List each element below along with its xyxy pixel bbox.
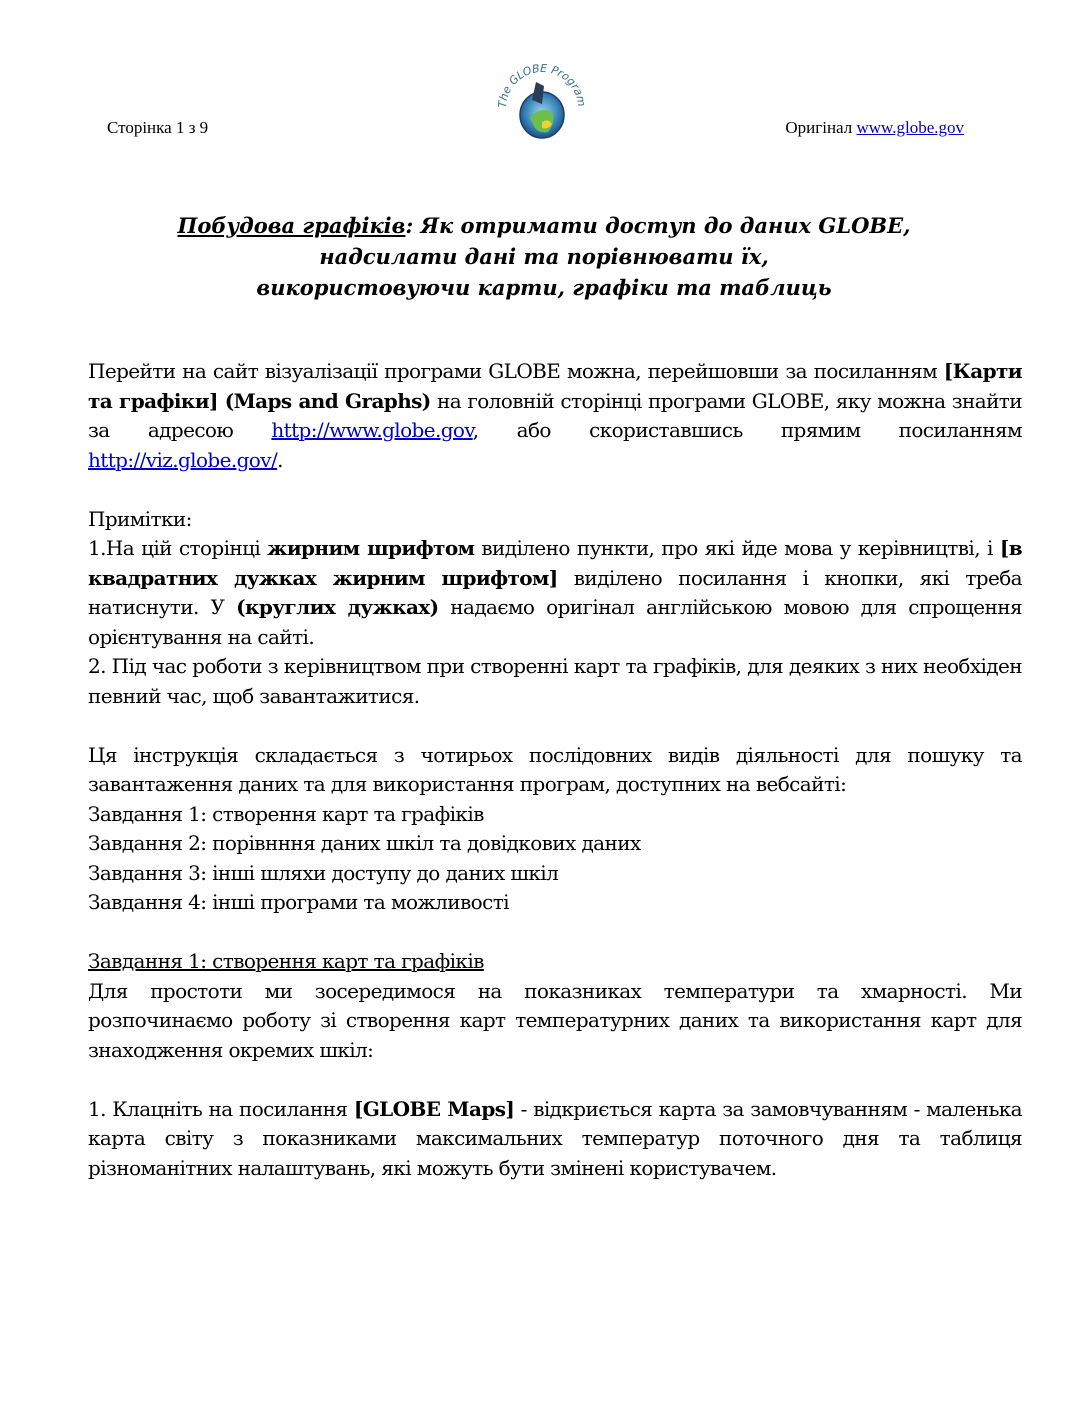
intro-text: , або скориставшись прямим посиланням — [472, 418, 1022, 442]
task-list-item: Завдання 1: створення карт та графіків — [88, 801, 484, 826]
title-line-1 — [100, 210, 988, 241]
intro-text: Перейти на сайт візуалізації програми GLOBE можна, перейшовши за посиланням — [88, 359, 944, 383]
intro-text: . — [277, 447, 283, 472]
globe-logo-icon — [492, 60, 592, 140]
globe-program-logo — [492, 60, 592, 140]
intro-paragraph — [88, 357, 1022, 475]
globe-gov-link[interactable]: www.globe.gov — [856, 118, 964, 137]
task1-heading: Завдання 1: створення карт та графіків — [88, 949, 484, 973]
task-list-item: Завдання 4: інші програми та можливості — [88, 890, 509, 914]
title-line-3: використовуючи карти, графіки та таблиць — [256, 275, 832, 300]
maps-and-graphs-label: [Карти та графіки] (Maps and Graphs) — [88, 359, 1022, 413]
document-title — [100, 210, 988, 303]
globe-maps-label: [GLOBE Maps] — [353, 1096, 515, 1121]
task-list-item: Завдання 2: порівнння даних шкіл та довідкових даних — [88, 831, 641, 855]
viz-globe-url-link[interactable]: http://viz.globe.gov/ — [88, 447, 278, 472]
step-text: - відкриється карта за замовчуванням - маленька карта світу з показниками максимальних температур поточного дня та таблиця різноманітних налаштувань, які можуть бути змінені користувачем. — [88, 1096, 1022, 1180]
note-bold: жирним шрифтом — [267, 536, 475, 560]
title-line-1-rest: : Як отримати доступ до даних GLOBE, — [405, 213, 911, 238]
note-2: 2. Під час роботи з керівництвом при створенні карт та графіків, для деяких з них необхіден певний час, щоб завантажитися. — [88, 654, 1022, 708]
original-source — [785, 118, 964, 138]
task1-paragraph: Для простоти ми зосередимося на показниках температури та хмарності. Ми розпочинаємо роботу зі створення карт температурних даних та використання карт для знаходження окремих шкіл: — [88, 978, 1022, 1062]
page-number: Сторінка 1 з 9 — [107, 118, 209, 137]
note-text: виділено пункти, про які йде мова у керівництві, і — [474, 536, 1000, 560]
page-header — [0, 0, 1088, 150]
task1-step-1 — [88, 1095, 1022, 1184]
original-label: Оригінал — [785, 118, 853, 137]
note-bold: [в квадратних дужках жирним шрифтом] — [88, 536, 1023, 590]
title-line-2: надсилати дані та порівнювати їх, — [319, 244, 769, 269]
note-bold: (круглих дужках) — [236, 595, 439, 619]
logo-text: The GLOBE Program — [495, 61, 589, 109]
globe-gov-url-link[interactable]: http://www.globe.gov — [271, 418, 473, 442]
note-text: 1.На цій сторінці — [88, 536, 268, 560]
title-underlined: Побудова графіків — [177, 213, 406, 238]
intro-text: на головній сторінці програми GLOBE, яку можна знайти за адресою — [88, 388, 1022, 442]
note-1 — [88, 534, 1022, 652]
step-text: 1. Клацніть на посилання — [88, 1096, 354, 1121]
note-text: виділено посилання і кнопки, які треба натиснути. У — [88, 565, 1023, 619]
document-body — [88, 357, 1022, 1183]
task-list-item: Завдання 3: інші шляхи доступу до даних шкіл — [88, 860, 559, 885]
overview-paragraph: Ця інструкція складається з чотирьох послідовних видів діяльності для пошуку та завантаження даних та для використання програм, доступних на вебсайті: — [88, 742, 1022, 796]
notes-heading: Примітки: — [88, 506, 192, 531]
note-text: надаємо оригінал англійською мовою для спрощення орієнтування на сайті. — [88, 595, 1022, 649]
